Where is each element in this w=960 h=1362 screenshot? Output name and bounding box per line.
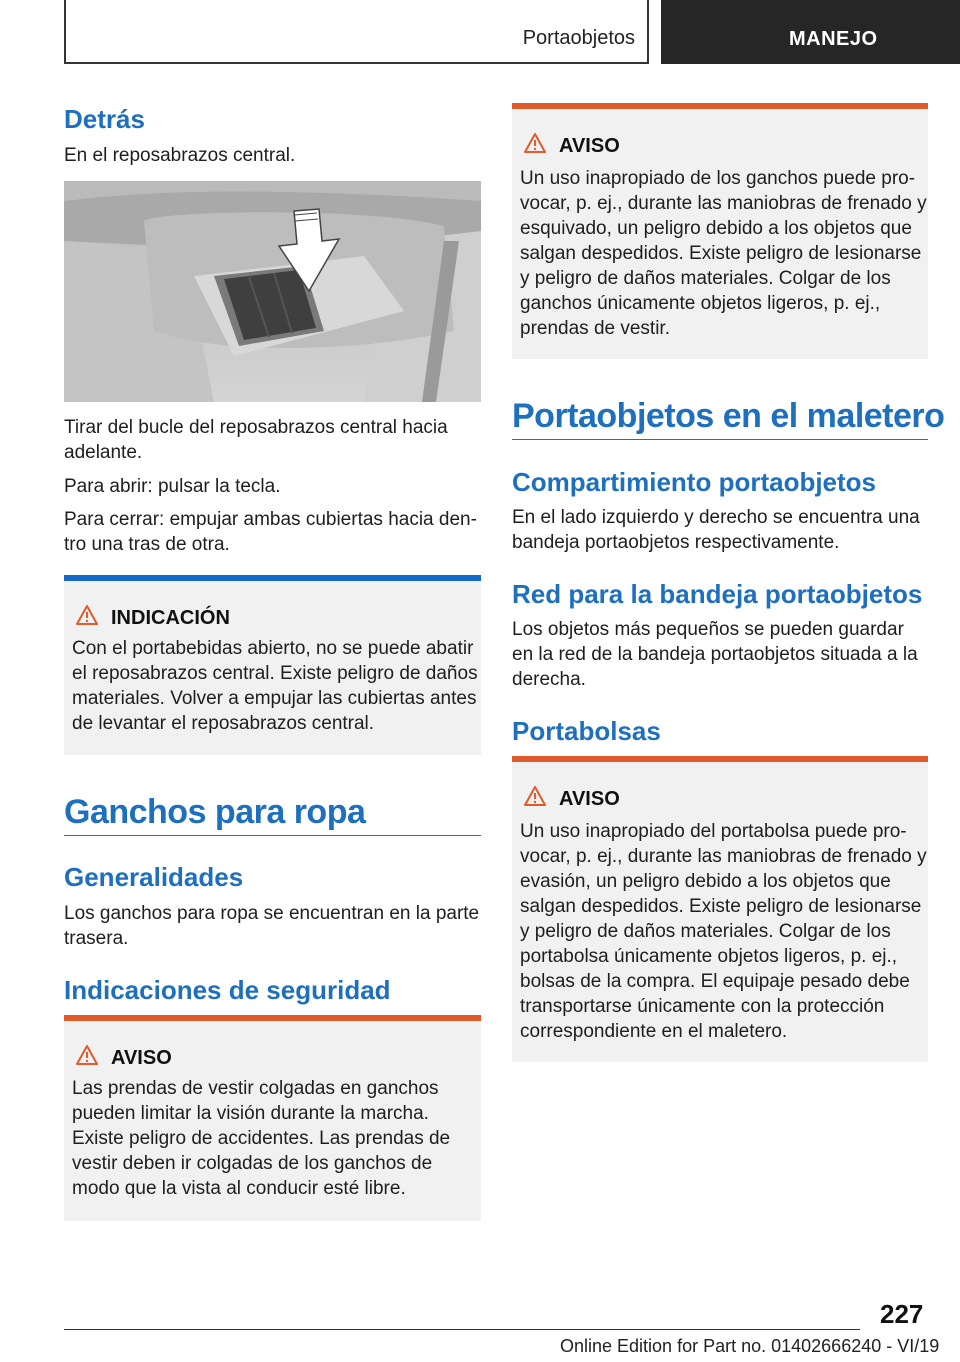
warning-line-2: pueden limitar la visión durante la marcha. — [72, 1103, 429, 1124]
warning-line-1: Las prendas de vestir colgadas en ganchos — [72, 1078, 439, 1099]
warning-triangle-icon — [524, 133, 546, 153]
header-chapter-tab — [661, 0, 960, 64]
warning-line-6: ganchos únicamente objetos ligeros, p. ej., — [520, 293, 881, 314]
note-line-3: materiales. Volver a empujar las cubiertas antes — [72, 688, 477, 709]
paragraph-compartimiento-line1: En el lado izquierdo y derecho se encuentra una — [512, 507, 920, 528]
warning-line-4: vestir deben ir colgadas de los ganchos de — [72, 1153, 433, 1174]
header-section-tab — [64, 0, 649, 64]
warning-line-7: bolsas de la compra. El equipaje pesado debe — [520, 971, 910, 992]
page-number: 227 — [880, 1299, 924, 1329]
footer-edition: Online Edition for Part no. 01402666240 - VI/19 — [560, 1336, 940, 1356]
note-box-indicacion — [64, 575, 481, 755]
heading-portaobjetos-maletero: Portaobjetos en el maletero — [512, 397, 945, 435]
warning-line-5: modo que la vista al conducir esté libre. — [72, 1178, 406, 1199]
warning-line-5: y peligro de daños materiales. Colgar de los — [520, 268, 891, 289]
warning-line-2: vocar, p. ej., durante las maniobras de frenado y — [520, 846, 927, 867]
heading-red-bandeja: Red para la bandeja portaobjetos — [512, 579, 923, 609]
footer-rule — [64, 1329, 860, 1330]
warning-box-ganchos-uso — [512, 103, 928, 359]
paragraph-cerrar-line2: tro una tras de otra. — [64, 534, 230, 555]
warning-line-5: y peligro de daños materiales. Colgar de los — [520, 921, 891, 942]
paragraph-tirar-line1: Tirar del bucle del reposabrazos central hacia — [64, 417, 448, 438]
warning-line-4: salgan despedidos. Existe peligro de lesionarse — [520, 243, 922, 264]
note-title: INDICACIÓN — [111, 607, 230, 629]
warning-box-portabolsas — [512, 756, 928, 1062]
warning-line-9: correspondiente en el maletero. — [520, 1021, 788, 1042]
paragraph-red-line2: en la red de la bandeja portaobjetos situada a la — [512, 644, 918, 665]
heading-detras: Detrás — [64, 104, 145, 134]
heading-portabolsas: Portabolsas — [512, 716, 661, 746]
heading-indicaciones-seguridad: Indicaciones de seguridad — [64, 975, 391, 1005]
paragraph-red-line1: Los objetos más pequeños se pueden guardar — [512, 619, 904, 640]
warning-line-7: prendas de vestir. — [520, 318, 670, 339]
warning-triangle-icon — [76, 1045, 98, 1065]
warning-line-8: transportarse únicamente con la protección — [520, 996, 885, 1017]
heading-rule — [64, 835, 481, 836]
warning-line-3: esquivado, un peligro debido a los objetos que — [520, 218, 912, 239]
paragraph-detras: En el reposabrazos central. — [64, 145, 296, 166]
warning-line-2: vocar, p. ej., durante las maniobras de frenado y — [520, 193, 927, 214]
warning-title: AVISO — [559, 788, 620, 810]
warning-box-ganchos — [64, 1015, 481, 1221]
note-line-4: de levantar el reposabrazos central. — [72, 713, 375, 734]
warning-triangle-icon — [76, 605, 98, 625]
armrest-image-icon — [64, 181, 481, 402]
paragraph-compartimiento-line2: bandeja portaobjetos respectivamente. — [512, 532, 840, 553]
heading-generalidades: Generalidades — [64, 862, 244, 892]
warning-title: AVISO — [111, 1047, 172, 1069]
paragraph-generalidades-line2: trasera. — [64, 928, 129, 949]
warning-line-3: evasión, un peligro debido a los objetos que — [520, 871, 891, 892]
heading-ganchos-para-ropa: Ganchos para ropa — [64, 793, 366, 831]
note-line-1: Con el portabebidas abierto, no se puede abatir — [72, 638, 474, 659]
heading-rule — [512, 439, 928, 440]
warning-line-1: Un uso inapropiado del portabolsa puede pro- — [520, 821, 907, 842]
paragraph-red-line3: derecha. — [512, 669, 586, 690]
paragraph-generalidades-line1: Los ganchos para ropa se encuentran en la parte — [64, 903, 480, 924]
header-section-title: Portaobjetos — [522, 27, 635, 49]
warning-line-4: salgan despedidos. Existe peligro de lesionarse — [520, 896, 922, 917]
paragraph-cerrar-line1: Para cerrar: empujar ambas cubiertas hacia den- — [64, 509, 477, 530]
paragraph-abrir: Para abrir: pulsar la tecla. — [64, 476, 281, 497]
header-chapter-title: MANEJO — [789, 28, 878, 50]
heading-compartimiento: Compartimiento portaobjetos — [512, 467, 877, 497]
armrest-cupholder-illustration — [64, 181, 481, 402]
warning-line-3: Existe peligro de accidentes. Las prendas de — [72, 1128, 451, 1149]
warning-line-1: Un uso inapropiado de los ganchos puede pro- — [520, 168, 916, 189]
warning-line-6: portabolsa únicamente objetos ligeros, p. ej., — [520, 946, 898, 967]
warning-triangle-icon — [524, 786, 546, 806]
paragraph-tirar-line2: adelante. — [64, 442, 143, 463]
warning-title: AVISO — [559, 135, 620, 157]
note-line-2: el reposabrazos central. Existe peligro de daños — [72, 663, 478, 684]
